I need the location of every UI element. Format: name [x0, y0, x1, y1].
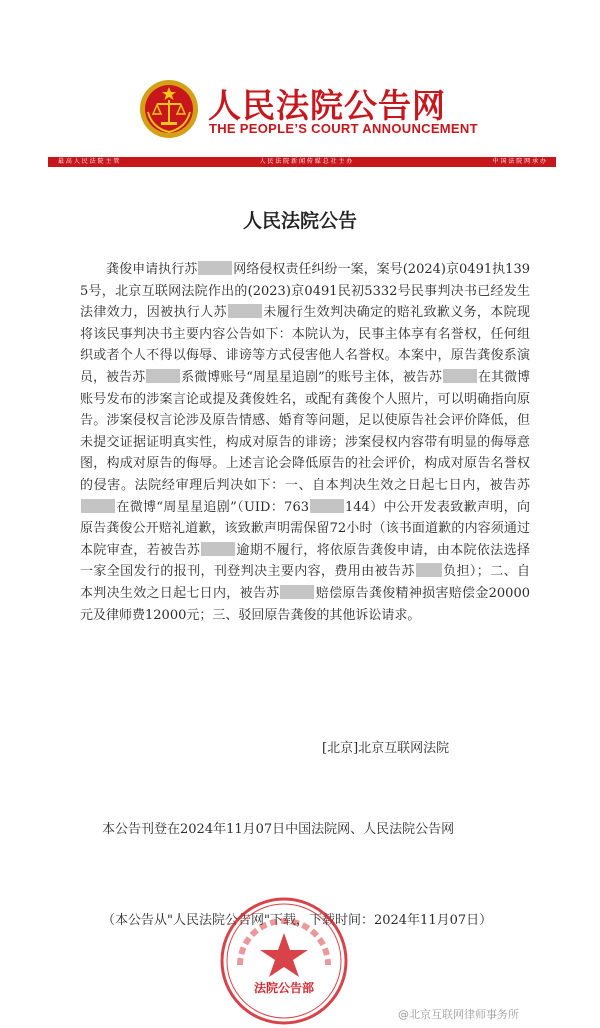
site-header	[0, 0, 600, 175]
body-segment: 系微博账号“周星星追剧”的账号主体，被告苏	[181, 369, 442, 385]
site-subtitle: THE PEOPLE’S COURT ANNOUNCEMENT	[209, 121, 478, 136]
body-segment: 网络侵权责任纠纷一案，案号(2024)京0491执1395号，北京互联网法院作出的(2023)京0491民初5332号民事判决书已经发生法律效力，因被执行人苏	[80, 262, 530, 321]
court-signature: [北京]北京互联网法院	[322, 741, 450, 756]
notice-title: 人民法院公告	[242, 210, 357, 232]
redaction-mask	[443, 369, 477, 383]
redaction-mask	[228, 304, 262, 318]
body-segment: 龚俊申请执行苏	[106, 262, 198, 277]
notice-body	[80, 259, 530, 626]
weibo-watermark: @北京互联网律师事务所	[398, 1008, 519, 1021]
bar-text-middle: 人 民 法 院 新 闻 传 媒 总 社 主 办	[259, 158, 353, 165]
redaction-mask	[198, 261, 232, 275]
redaction-mask	[280, 585, 314, 599]
body-segment: 在其微博账号发布的涉案言论或提及龚俊姓名，或配有龚俊个人照片，可以明确指向原告。涉案侵权言论涉及原告情感、婚育等问题，足以使原告社会评价降低，但未提交证据证明真实性，构成对原告的诽谤；涉案侵权内容带有明显的侮辱意图，构成对原告的侮辱。上述言论会降低原告的社会评价，构成对原告名誉权的侵害。法院经审理后判决如下：一、自本判决生效之日起七日内，被告苏	[80, 369, 530, 493]
publish-line: 本公告刊登在2024年11月07日中国法院网、人民法院公告网	[102, 822, 455, 837]
bar-text-left: 最 高 人 民 法 院 主 管	[58, 158, 120, 165]
source-line: （本公告从"人民法院公告网"下载，下载时间：2024年11月07日）	[102, 913, 493, 928]
body-segment: 负担）；二、自本判决生效之日起七日内，被告苏	[80, 564, 530, 601]
header-red-bar	[48, 157, 556, 167]
redaction-mask	[146, 369, 180, 383]
redaction-mask	[81, 499, 115, 513]
court-emblem-icon	[138, 78, 200, 140]
body-segment: 144）中公开发表致歉声明，向原告龚俊公开赔礼道歉，该致歉声明需保留72小时（该书面道歉的内容须通过本院审查，若被告苏	[80, 499, 530, 558]
bar-text-right: 中 国 法 院 网 承 办	[492, 158, 546, 165]
body-segment: 逾期不履行，将依原告龚俊申请，由本院依法选择一家全国发行的报刊，刊登判决主要内容，费用由被告苏	[80, 542, 530, 580]
body-segment: 未履行生效判决确定的赔礼致歉义务，本院现将该民事判决书主要内容公告如下：本院认为，民事主体享有名誉权，任何组织或者个人不得以侮辱、诽谤等方式侵害他人名誉权。本案中，原告龚俊系演员，被告苏	[80, 305, 530, 385]
redaction-mask	[201, 542, 235, 556]
body-segment: 在微博“周星星追剧”（UID：763	[116, 499, 309, 515]
redaction-mask	[416, 563, 442, 577]
official-seal-icon	[218, 895, 350, 1027]
body-segment: 赔偿原告龚俊精神损害赔偿金20000元及律师费12000元；三、驳回原告龚俊的其他诉讼请求。	[80, 585, 530, 623]
seal-caption: 法院公告部	[253, 981, 314, 995]
redaction-mask	[310, 499, 344, 513]
site-title: 人民法院公告网	[208, 86, 446, 125]
